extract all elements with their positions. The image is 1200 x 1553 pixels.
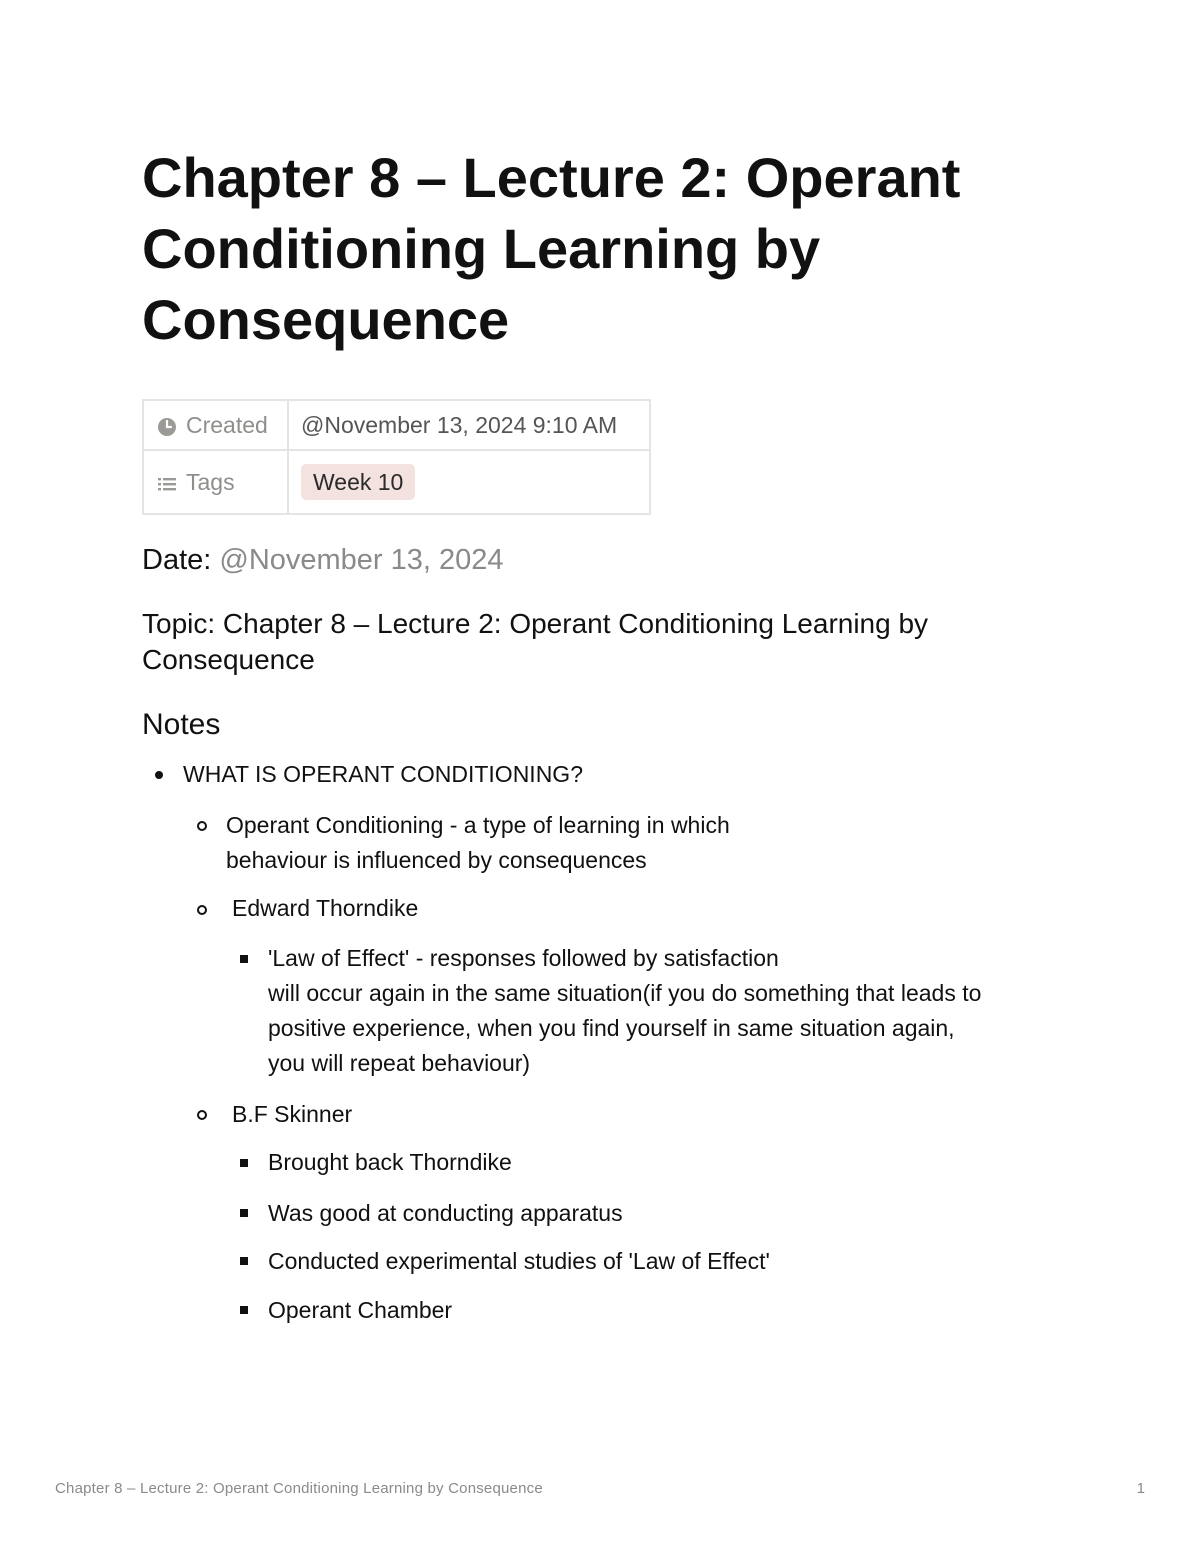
clock-icon bbox=[156, 416, 178, 438]
property-value-tags bbox=[288, 450, 650, 514]
bullet-square bbox=[240, 1159, 248, 1167]
bullet-square bbox=[240, 1306, 248, 1314]
properties-table bbox=[142, 399, 651, 515]
list-item: 'Law of Effect' - responses followed by satisfaction will occur again in the same situation(if you do something that leads to positive experience, when you find yourself in same situation again, you will repeat behaviour) bbox=[268, 945, 982, 1076]
bullet-circle bbox=[197, 905, 207, 915]
property-label-tags: Tags bbox=[186, 468, 235, 495]
list-item: Conducted experimental studies of 'Law of Effect' bbox=[268, 1248, 770, 1274]
bullet-square bbox=[240, 1209, 248, 1217]
date-heading bbox=[142, 540, 504, 580]
list-item: WHAT IS OPERANT CONDITIONING? bbox=[183, 761, 583, 787]
property-label-created: Created bbox=[186, 411, 268, 438]
list-icon bbox=[156, 473, 178, 495]
property-key-created bbox=[143, 400, 288, 450]
bullet-circle bbox=[197, 821, 207, 831]
property-value-created[interactable]: @November 13, 2024 9:10 AM bbox=[288, 400, 650, 450]
footer-page-number: 1 bbox=[1136, 1480, 1145, 1497]
list-item: Brought back Thorndike bbox=[268, 1149, 512, 1175]
list-item: Was good at conducting apparatus bbox=[268, 1200, 623, 1226]
notes-heading: Notes bbox=[142, 708, 221, 741]
bullet-square bbox=[240, 955, 248, 963]
list-item: Edward Thorndike bbox=[232, 895, 419, 921]
list-item: B.F Skinner bbox=[232, 1101, 353, 1127]
list-item: Operant Chamber bbox=[268, 1297, 453, 1323]
tag-chip[interactable]: Week 10 bbox=[301, 464, 415, 500]
bullet-square bbox=[240, 1257, 248, 1265]
page-title: Chapter 8 – Lecture 2: Operant Conditioning Learning by Consequence bbox=[142, 146, 961, 351]
date-label: Date: bbox=[142, 544, 220, 576]
list-item: Operant Conditioning - a type of learning in which behaviour is influenced by consequences bbox=[226, 812, 730, 873]
property-key-tags bbox=[143, 450, 288, 514]
date-mention[interactable]: @November 13, 2024 bbox=[219, 544, 504, 576]
bullet-circle bbox=[197, 1110, 207, 1120]
footer-title: Chapter 8 – Lecture 2: Operant Conditioning Learning by Consequence bbox=[55, 1480, 543, 1497]
property-row-tags bbox=[143, 450, 650, 514]
property-row-created bbox=[143, 400, 650, 450]
topic-heading: Topic: Chapter 8 – Lecture 2: Operant Conditioning Learning by Consequence bbox=[142, 608, 929, 675]
bullet-disc bbox=[155, 771, 163, 779]
